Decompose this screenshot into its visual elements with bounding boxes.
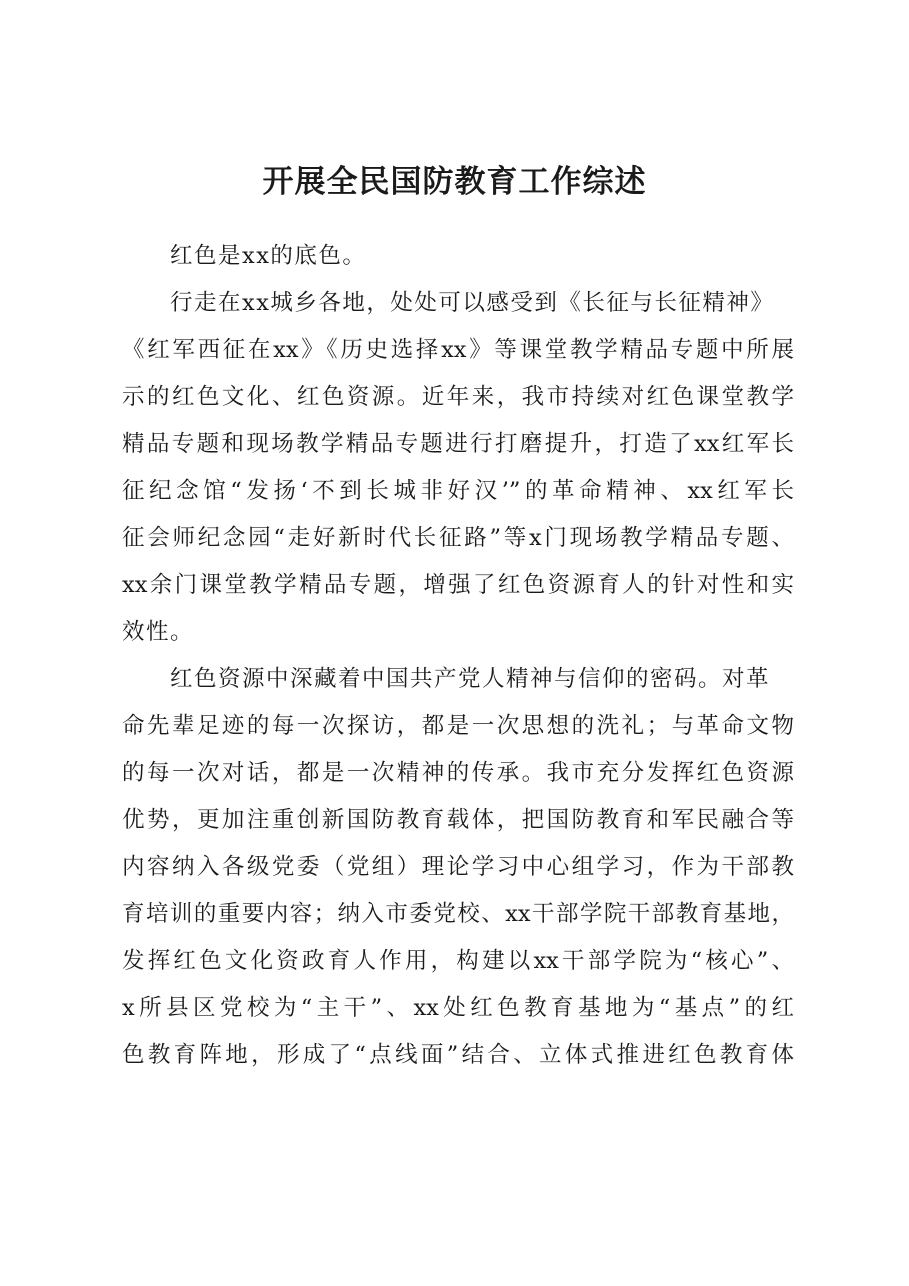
text-line: 命先辈足迹的每一次探访，都是一次思想的洗礼；与革命文物: [122, 713, 794, 739]
document-title: 开展全民国防教育工作综述: [262, 164, 647, 200]
text-line: 《红军西征在xx》《历史选择xx》等课堂教学精品专题中所展: [122, 337, 794, 363]
text-line: 精品专题和现场教学精品专题进行打磨提升，打造了xx红军长: [122, 431, 794, 457]
text-line: xx余门课堂教学精品专题，增强了红色资源育人的针对性和实: [122, 572, 794, 598]
text-line: 育培训的重要内容；纳入市委党校、xx干部学院干部教育基地，: [122, 901, 794, 927]
text-line: 内容纳入各级党委（党组）理论学习中心组学习，作为干部教: [122, 854, 794, 880]
text-line: 征纪念馆“发扬‘不到长城非好汉’”的革命精神、xx红军长: [122, 478, 794, 504]
text-line: 示的红色文化、红色资源。近年来，我市持续对红色课堂教学: [122, 384, 794, 410]
text-line: 效性。: [122, 619, 195, 645]
text-line: 优势，更加注重创新国防教育载体，把国防教育和军民融合等: [122, 807, 794, 833]
text-line: 征会师纪念园“走好新时代长征路”等x门现场教学精品专题、: [122, 525, 794, 551]
text-line: 红色资源中深藏着中国共产党人精神与信仰的密码。对革: [170, 666, 771, 692]
text-line: 红色是xx的底色。: [170, 243, 367, 269]
text-line: 的每一次对话，都是一次精神的传承。我市充分发挥红色资源: [122, 760, 794, 786]
text-line: x所县区党校为“主干”、xx处红色教育基地为“基点”的红: [122, 995, 794, 1021]
text-line: 色教育阵地，形成了“点线面”结合、立体式推进红色教育体: [122, 1042, 794, 1068]
document-body: [122, 233, 794, 1079]
text-line: 行走在xx城乡各地，处处可以感受到《长征与长征精神》: [170, 290, 775, 316]
text-line: 发挥红色文化资政育人作用，构建以xx干部学院为“核心”、: [122, 948, 794, 974]
